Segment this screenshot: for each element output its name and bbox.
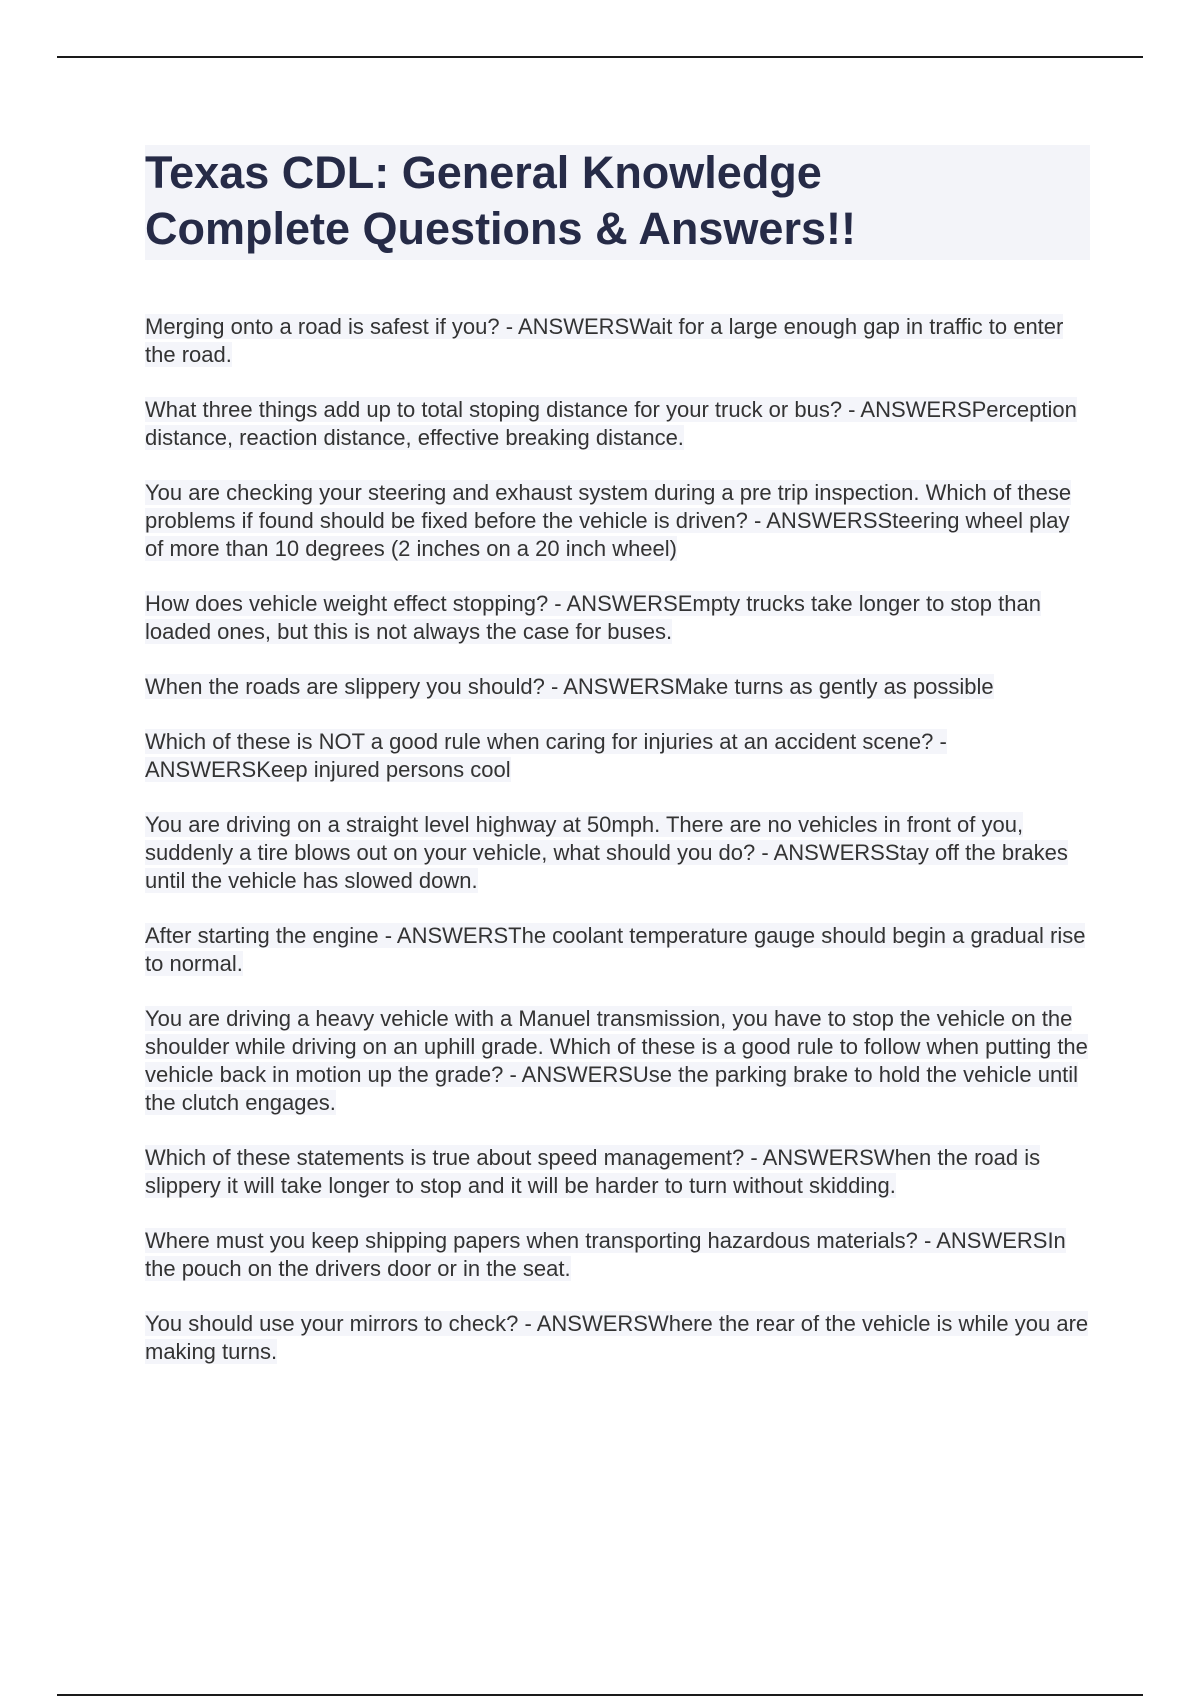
qa-item: Which of these is NOT a good rule when caring for injuries at an accident scene? - ANSWERSKeep injured persons cool — [145, 729, 947, 782]
qa-item: What three things add up to total stoping distance for your truck or bus? - ANSWERSPerception distance, reaction distance, effective breaking distance. — [145, 397, 1077, 450]
bottom-rule — [57, 1694, 1143, 1696]
title-block — [145, 145, 1090, 260]
qa-item: When the roads are slippery you should? - ANSWERSMake turns as gently as possible — [145, 674, 994, 699]
qa-item: You are driving a heavy vehicle with a Manuel transmission, you have to stop the vehicle on the shoulder while driving on an uphill grade. Which of these is a good rule to follow when putting the vehicle back in motion up the grade? - ANSWERSUse the parking brake to hold the vehicle until the clutch engages. — [145, 1006, 1088, 1115]
title-line-1: Texas CDL: General Knowledge — [145, 147, 822, 198]
top-rule — [57, 56, 1143, 58]
qa-item: You are checking your steering and exhaust system during a pre trip inspection. Which of these problems if found should be fixed before the vehicle is driven? - ANSWERSSteering wheel play of more than 10 degrees (2 inches on a 20 inch wheel) — [145, 480, 1072, 561]
qa-item: Merging onto a road is safest if you? - ANSWERSWait for a large enough gap in traffic to enter the road. — [145, 314, 1064, 367]
qa-item: Which of these statements is true about speed management? - ANSWERSWhen the road is slippery it will take longer to stop and it will be harder to turn without skidding. — [145, 1145, 1041, 1198]
document-body — [145, 145, 1090, 1393]
title-line-2: Complete Questions & Answers!! — [145, 203, 856, 254]
qa-item: Where must you keep shipping papers when transporting hazardous materials? - ANSWERSIn the pouch on the drivers door or in the seat. — [145, 1228, 1066, 1281]
qa-item: You are driving on a straight level highway at 50mph. There are no vehicles in front of you, suddenly a tire blows out on your vehicle, what should you do? - ANSWERSStay off the brakes until the vehicle has slowed down. — [145, 812, 1068, 893]
qa-item: How does vehicle weight effect stopping? - ANSWERSEmpty trucks take longer to stop than loaded ones, but this is not always the case for buses. — [145, 591, 1041, 644]
qa-item: You should use your mirrors to check? - ANSWERSWhere the rear of the vehicle is while you are making turns. — [145, 1311, 1089, 1364]
qa-item: After starting the engine - ANSWERSThe coolant temperature gauge should begin a gradual rise to normal. — [145, 923, 1086, 976]
document-title — [145, 145, 1090, 257]
qa-list — [145, 313, 1090, 1366]
